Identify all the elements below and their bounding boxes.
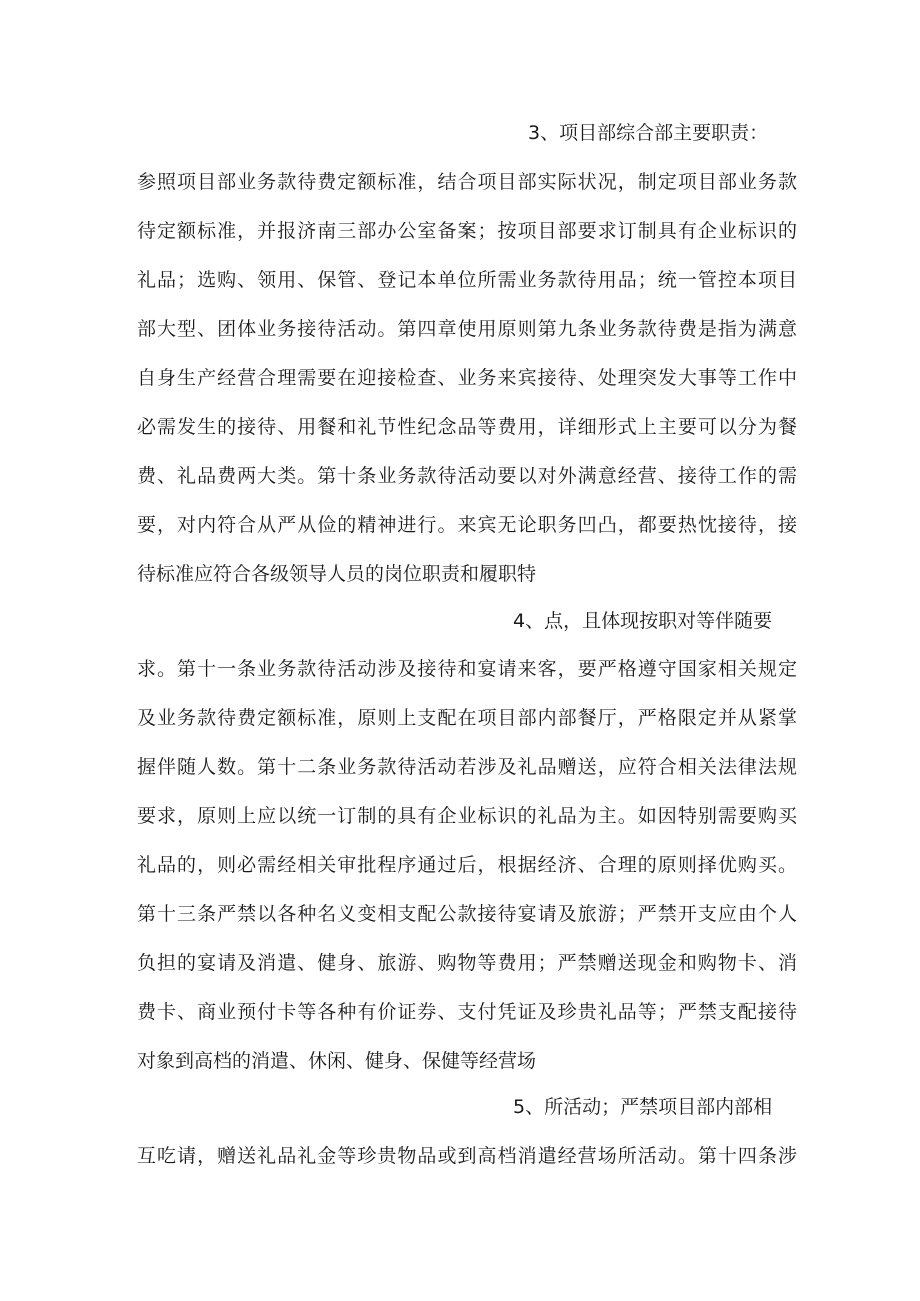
text-line: 第十三条严禁以各种名义变相支配公款接待宴请及旅游；严禁开支应由个人 — [137, 903, 797, 925]
text-line: 部大型、团体业务接待活动。第四章使用原则第九条业务款待费是指为满意 — [137, 318, 797, 340]
text-line: 要，对内符合从严从俭的精神进行。来宾无论职务凹凸，都要热忱接待，接 — [137, 514, 797, 536]
text-line: 握伴随人数。第十二条业务款待活动若涉及礼品赠送，应符合相关法律法规 — [137, 756, 797, 778]
text-line: 互吃请，赠送礼品礼金等珍贵物品或到高档消遣经营场所活动。第十四条涉 — [137, 1145, 797, 1167]
text-line: 费、礼品费两大类。第十条业务款待活动要以对外满意经营、接待工作的需 — [137, 465, 797, 487]
text-line: 负担的宴请及消遣、健身、旅游、购物等费用；严禁赠送现金和购物卡、消 — [137, 952, 797, 974]
text-line: 及业务款待费定额标准，原则上支配在项目部内部餐厅，严格限定并从紧掌 — [137, 707, 797, 729]
text-line: 待标准应符合各级领导人员的岗位职责和履职特 — [137, 563, 537, 585]
text-line: 要求，原则上应以统一订制的具有企业标识的礼品为主。如因特别需要购买 — [137, 805, 797, 827]
text-line: 对象到高档的消遣、休闲、健身、保健等经营场 — [137, 1050, 537, 1072]
section-heading-3: 3、项目部综合部主要职责： — [528, 122, 769, 144]
text-line: 礼品；选购、领用、保管、登记本单位所需业务款待用品；统一管控本项目 — [137, 269, 797, 291]
text-line: 礼品的，则必需经相关审批程序通过后，根据经济、合理的原则择优购买。 — [137, 854, 797, 876]
section-heading-5: 5、所活动；严禁项目部内部相 — [513, 1096, 773, 1118]
text-line: 求。第十一条业务款待活动涉及接待和宴请来客，要严格遵守国家相关规定 — [137, 658, 797, 680]
text-line: 自身生产经营合理需要在迎接检查、业务来宾接待、处理突发大事等工作中 — [137, 367, 797, 389]
text-line: 待定额标准，并报济南三部办公室备案；按项目部要求订制具有企业标识的 — [137, 220, 797, 242]
text-line: 费卡、商业预付卡等各种有价证券、支付凭证及珍贵礼品等；严禁支配接待 — [137, 1001, 797, 1023]
text-line: 参照项目部业务款待费定额标准，结合项目部实际状况，制定项目部业务款 — [137, 171, 797, 193]
text-line: 必需发生的接待、用餐和礼节性纪念品等费用，详细形式上主要可以分为餐 — [137, 416, 797, 438]
section-heading-4: 4、点，且体现按职对等伴随要 — [513, 610, 773, 632]
